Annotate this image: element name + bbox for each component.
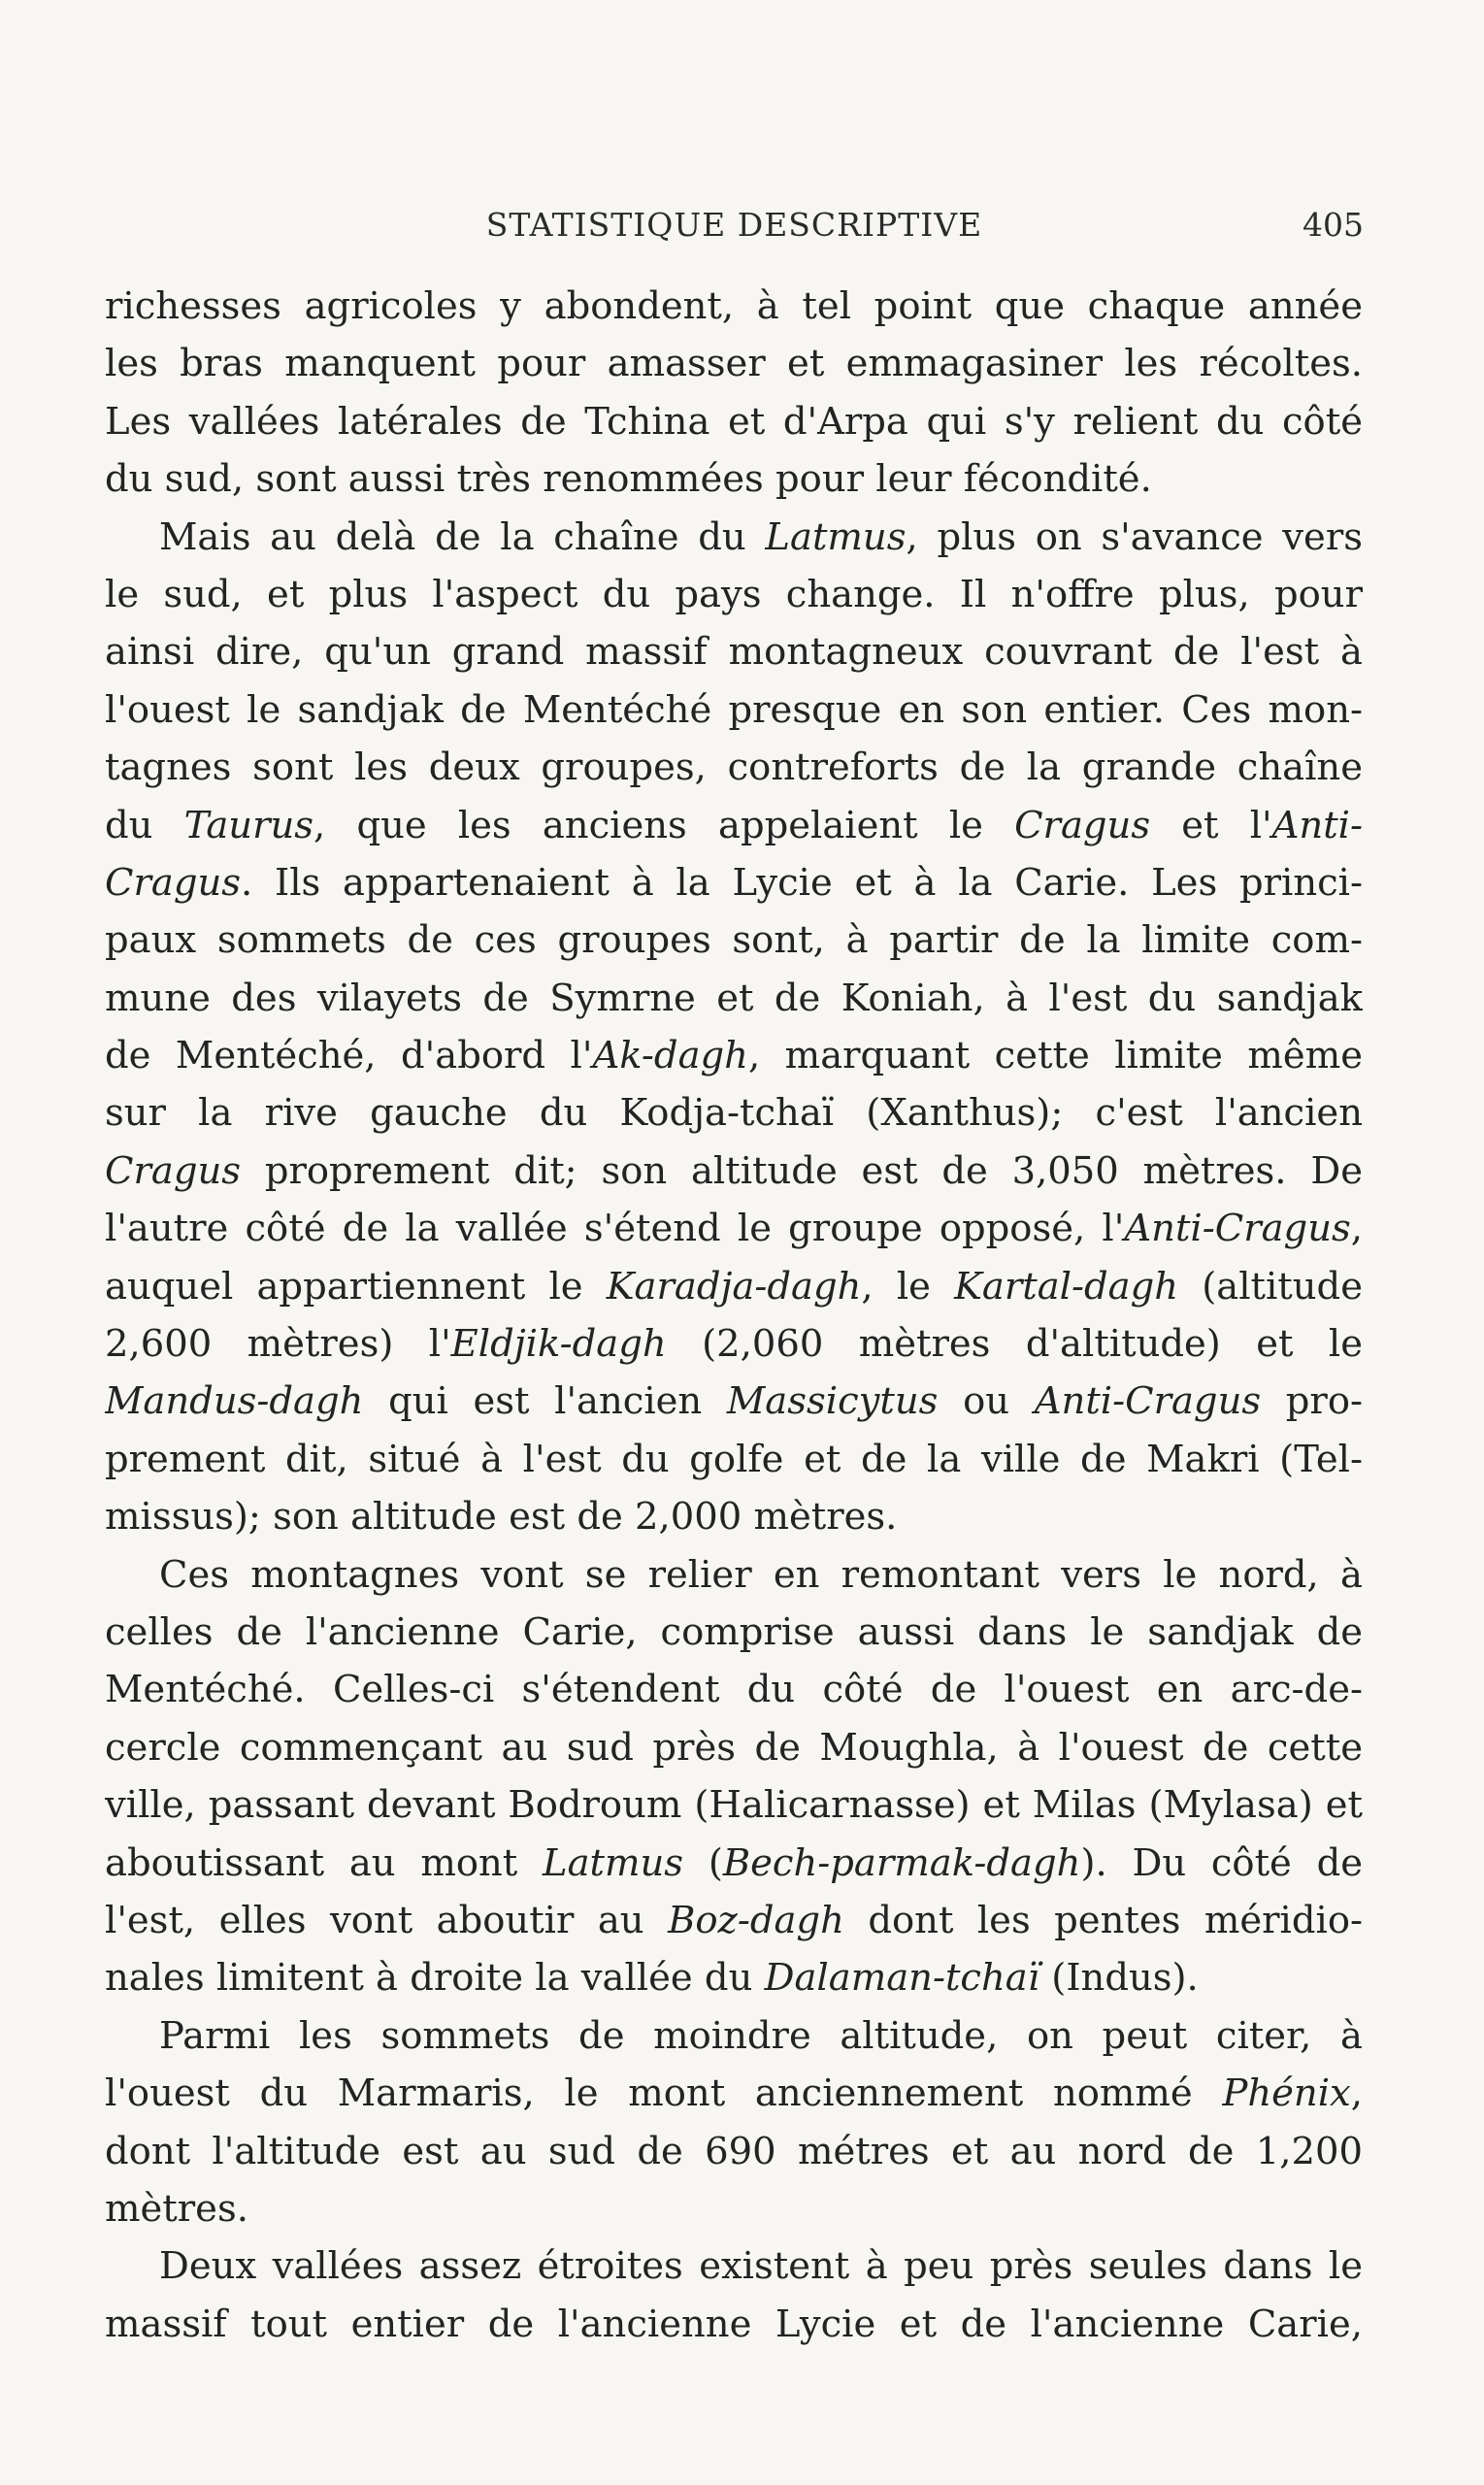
text-line: Mentéché. Celles-ci s'étendent du côté de l'ouest en arc-de- — [105, 1668, 1363, 1712]
text-line: mune des vilayets de Symrne et de Koniah, à l'est du sandjak — [105, 976, 1363, 1020]
text-line: ville, passant devant Bodroum (Halicarnasse) et Milas (Mylasa) et — [105, 1783, 1363, 1828]
text-line: Mais au delà de la chaîne du Latmus, plus on s'avance vers — [159, 514, 1363, 559]
text-line: du sud, sont aussi très renommées pour leur fécondité. — [105, 457, 1152, 502]
text-line: richesses agricoles y abondent, à tel point que chaque année — [105, 284, 1363, 328]
text-line: de Mentéché, d'abord l'Ak-dagh, marquant cette limite même — [105, 1034, 1363, 1078]
text-line: les bras manquent pour amasser et emmagasiner les récoltes. — [105, 342, 1363, 386]
text-line: sur la rive gauche du Kodja-tchaï (Xanthus); c'est l'ancien — [105, 1091, 1363, 1136]
text-line: 2,600 mètres) l'Eldjik-dagh (2,060 mètres d'altitude) et le — [105, 1322, 1363, 1367]
text-line: le sud, et plus l'aspect du pays change. Il n'offre plus, pour — [105, 572, 1363, 616]
running-header — [105, 202, 1364, 248]
page-number: 405 — [1303, 206, 1364, 244]
text-line: celles de l'ancienne Carie, comprise aussi dans le sandjak de — [105, 1609, 1363, 1654]
text-line: Ces montagnes vont se relier en remontant vers le nord, à — [159, 1552, 1363, 1597]
text-line: Deux vallées assez étroites existent à peu près seules dans le — [159, 2244, 1363, 2289]
text-line: dont l'altitude est au sud de 690 métres et au nord de 1,200 — [105, 2129, 1363, 2173]
text-line: l'ouest le sandjak de Mentéché presque en son entier. Ces mon- — [105, 687, 1363, 732]
text-line: paux sommets de ces groupes sont, à partir de la limite com- — [105, 918, 1363, 963]
text-line: ainsi dire, qu'un grand massif montagneux couvrant de l'est à — [105, 630, 1363, 675]
text-line: Les vallées latérales de Tchina et d'Arpa qui s'y relient du côté — [105, 399, 1363, 444]
text-line: auquel appartiennent le Karadja-dagh, le Kartal-dagh (altitude — [105, 1264, 1363, 1309]
text-line: tagnes sont les deux groupes, contreforts de la grande chaîne — [105, 746, 1363, 790]
text-line: prement dit, situé à l'est du golfe et de la ville de Makri (Tel- — [105, 1437, 1363, 1481]
text-line: mètres. — [105, 2186, 248, 2231]
running-title: STATISTIQUE DESCRIPTIVE — [485, 206, 983, 244]
text-line: cercle commençant au sud près de Moughla, à l'ouest de cette — [105, 1725, 1363, 1770]
text-line: nales limitent à droite la vallée du Dalaman-tchaï (Indus). — [105, 1956, 1199, 2001]
text-line: du Taurus, que les anciens appelaient le Cragus et l'Anti- — [105, 803, 1363, 847]
text-line: Parmi les sommets de moindre altitude, on peut citer, à — [159, 2013, 1363, 2058]
text-line: Cragus proprement dit; son altitude est de 3,050 mètres. De — [105, 1148, 1363, 1193]
text-line: missus); son altitude est de 2,000 mètres. — [105, 1495, 898, 1540]
text-line: l'ouest du Marmaris, le mont anciennement nommé Phénix, — [105, 2071, 1363, 2116]
text-line: aboutissant au mont Latmus (Bech-parmak-dagh). Du côté de — [105, 1840, 1363, 1885]
text-line: l'est, elles vont aboutir au Boz-dagh dont les pentes méridio- — [105, 1898, 1363, 1942]
text-line: Cragus. Ils appartenaient à la Lycie et à la Carie. Les princi- — [105, 860, 1363, 905]
text-line: massif tout entier de l'ancienne Lycie et de l'ancienne Carie, — [105, 2302, 1363, 2346]
text-line: l'autre côté de la vallée s'étend le groupe opposé, l'Anti-Cragus, — [105, 1207, 1363, 1251]
body-text — [105, 278, 1363, 2353]
text-line: Mandus-dagh qui est l'ancien Massicytus ou Anti-Cragus pro- — [105, 1379, 1363, 1424]
